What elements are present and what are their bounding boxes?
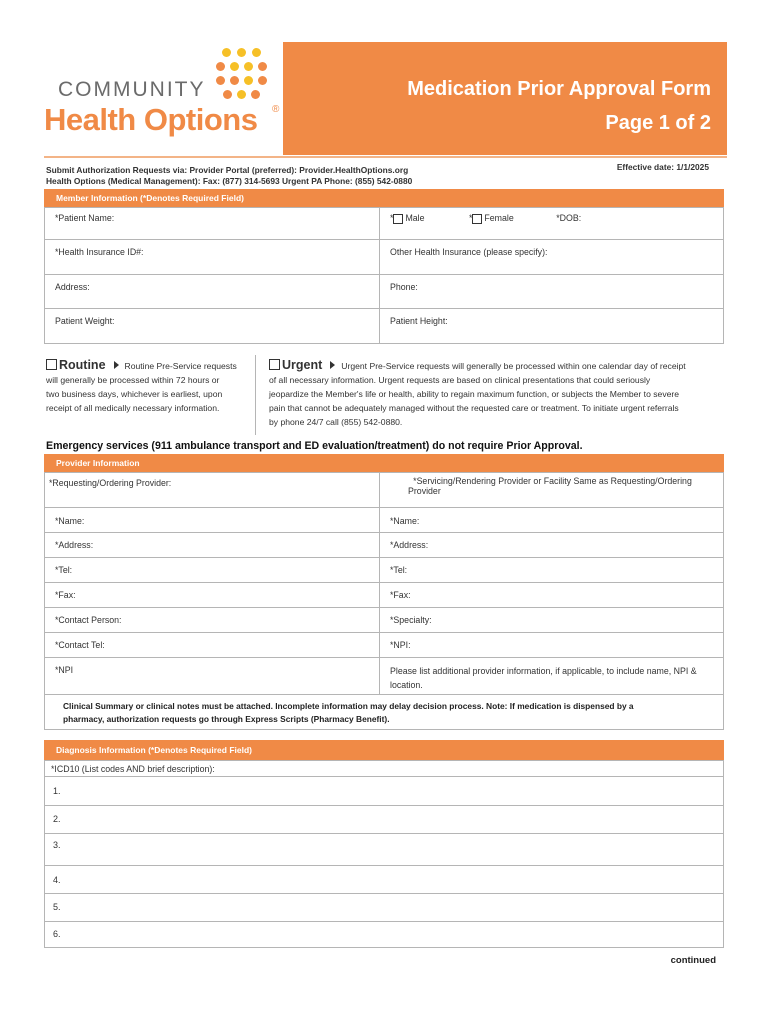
insurance-id-label: *Health Insurance ID#: (55, 247, 144, 257)
field-label: *Fax: (390, 590, 411, 600)
field-label: *Name: (390, 516, 420, 526)
diagnosis-number: 6. (53, 929, 61, 939)
logo-dot (237, 90, 246, 99)
routine-checkbox[interactable] (46, 359, 57, 370)
urgent-lead-text: Urgent Pre-Service requests will generally be processed within one calendar day of receipt (341, 361, 686, 371)
diagnosis-1-field[interactable] (45, 777, 724, 806)
field-label: *NPI: (390, 640, 411, 650)
logo-dot (258, 62, 267, 71)
diagnosis-6-field[interactable] (45, 922, 724, 948)
field-label: *Contact Person: (55, 615, 122, 625)
form-title: Medication Prior Approval Form (407, 78, 711, 100)
logo-dot (244, 62, 253, 71)
routine-text-line: receipt of all medically necessary information. (46, 403, 220, 413)
logo-dot (216, 62, 225, 71)
servicing-npi-field[interactable] (380, 633, 724, 658)
weight-label: Patient Weight: (55, 316, 115, 326)
provider-section-header: Provider Information (44, 454, 724, 472)
icd-heading (45, 761, 724, 777)
logo-dot (251, 90, 260, 99)
diagnosis-section-header: Diagnosis Information (*Denotes Required Field) (44, 740, 724, 760)
diagnosis-4-field[interactable] (45, 866, 724, 894)
field-label: *NPI (55, 665, 74, 675)
urgent-label: Urgent (282, 358, 323, 372)
logo-dot (244, 76, 253, 85)
logo-health-options-text: Health Options (44, 102, 258, 137)
diagnosis-number: 5. (53, 902, 61, 912)
section-divider (255, 355, 256, 435)
urgent-section (269, 358, 724, 429)
note-line: pharmacy, authorization requests go through Express Scripts (Pharmacy Benefit). (63, 714, 390, 724)
patient-name-label: *Patient Name: (55, 213, 115, 223)
additional-provider-info-field[interactable] (380, 658, 724, 695)
logo-dot (223, 90, 232, 99)
diagnosis-number: 3. (53, 840, 61, 850)
routine-lead-text: Routine Pre-Service requests (124, 361, 237, 371)
effective-date: Effective date: 1/1/2025 (616, 162, 709, 172)
company-logo (44, 44, 284, 144)
requesting-contact-person-field[interactable] (45, 608, 380, 633)
urgent-text-line: jeopardize the Member's life or health, ability to regain maximum function, or subjects the Member to severe (269, 389, 680, 399)
field-label: *Tel: (390, 565, 408, 575)
servicing-name-field[interactable] (380, 508, 724, 533)
provider-row (45, 558, 724, 583)
arrow-right-icon (330, 361, 335, 369)
requesting-provider-label: *Requesting/Ordering Provider: (49, 478, 172, 488)
servicing-provider-heading (380, 473, 724, 508)
submission-info (46, 165, 412, 187)
weight-field[interactable] (45, 309, 380, 344)
address-label: Address: (55, 282, 90, 292)
field-label: *Contact Tel: (55, 640, 105, 650)
phone-label: Phone: (390, 282, 418, 292)
insurance-id-field[interactable] (45, 240, 380, 275)
icd-header-row (45, 761, 724, 777)
diagnosis-row (45, 834, 724, 866)
logo-community-text: COMMUNITY (58, 78, 206, 101)
routine-label: Routine (59, 358, 106, 372)
height-field[interactable] (380, 309, 724, 344)
emergency-notice: Emergency services (911 ambulance transport and ED evaluation/treatment) do not require Prior Approval. (46, 440, 583, 452)
provider-row (45, 608, 724, 633)
male-label: Male (405, 213, 425, 223)
urgent-text-line: by phone 24/7 call (855) 542-0880. (269, 417, 403, 427)
icd-label: *ICD10 (List codes AND brief description): (51, 764, 215, 774)
address-field[interactable] (45, 275, 380, 309)
arrow-right-icon (114, 361, 119, 369)
routine-section (46, 358, 251, 415)
male-required-mark: * (390, 213, 394, 223)
requesting-address-field[interactable] (45, 533, 380, 558)
member-row (45, 240, 724, 275)
field-label: *Fax: (55, 590, 76, 600)
logo-dot (252, 48, 261, 57)
female-checkbox[interactable] (472, 214, 482, 224)
field-label: *Tel: (55, 565, 73, 575)
provider-header-row (45, 473, 724, 508)
height-label: Patient Height: (390, 316, 448, 326)
diagnosis-number: 1. (53, 786, 61, 796)
routine-text-line: will generally be processed within 72 hours or (46, 375, 220, 385)
logo-registered-mark: ® (272, 104, 280, 115)
logo-dot (237, 48, 246, 57)
urgent-text-line: of all necessary information. Urgent requests are based on clinical presentations that could seriously (269, 375, 651, 385)
logo-dot (230, 76, 239, 85)
logo-dot (222, 48, 231, 57)
submission-fax-line: Health Options (Medical Management): Fax: (877) 314-5693 Urgent PA Phone: (855) 542-0880 (46, 176, 413, 186)
other-insurance-label: Other Health Insurance (please specify): (390, 247, 548, 257)
page-number: Page 1 of 2 (605, 112, 711, 134)
urgent-text-line: pain that cannot be adequately managed without the requested care or treatment. To initiate urgent referrals (269, 403, 679, 413)
member-row (45, 208, 724, 240)
logo-dot (216, 76, 225, 85)
clinical-summary-note (44, 694, 724, 730)
member-section-header: Member Information (*Denotes Required Field) (44, 189, 724, 207)
female-required-mark: * (468, 213, 473, 223)
provider-row (45, 508, 724, 533)
member-table (44, 207, 724, 344)
field-label: location. (390, 680, 423, 690)
diagnosis-table (44, 760, 724, 948)
header-rule (44, 156, 727, 158)
provider-row (45, 633, 724, 658)
member-row (45, 309, 724, 344)
field-label: *Address: (55, 540, 94, 550)
continued-label: continued (670, 955, 716, 966)
title-banner (283, 42, 727, 155)
requesting-contact-tel-field[interactable] (45, 633, 380, 658)
member-row (45, 275, 724, 309)
other-insurance-field[interactable] (380, 240, 724, 275)
servicing-provider-label: *Servicing/Rendering Provider or Facility Same as Requesting/Ordering (413, 476, 692, 486)
note-line: Clinical Summary or clinical notes must be attached. Incomplete information may delay decision process. Note: If medication is dispensed by a (63, 701, 634, 711)
requesting-fax-field[interactable] (45, 583, 380, 608)
field-label: *Name: (55, 516, 85, 526)
servicing-tel-field[interactable] (380, 558, 724, 583)
diagnosis-row (45, 866, 724, 894)
routine-text-line: two business days, whichever is earliest, upon (46, 389, 223, 399)
requesting-tel-field[interactable] (45, 558, 380, 583)
servicing-address-field[interactable] (380, 533, 724, 558)
male-checkbox[interactable] (393, 214, 403, 224)
phone-field[interactable] (380, 275, 724, 309)
diagnosis-number: 4. (53, 875, 61, 885)
diagnosis-number: 2. (53, 814, 61, 824)
logo-dot (230, 62, 239, 71)
servicing-provider-label: Provider (408, 486, 441, 496)
servicing-specialty-field[interactable] (380, 608, 724, 633)
gender-dob-cell (380, 208, 724, 240)
diagnosis-3-field[interactable] (45, 834, 724, 866)
diagnosis-row (45, 894, 724, 922)
diagnosis-row (45, 806, 724, 834)
provider-row (45, 533, 724, 558)
provider-row (45, 658, 724, 695)
diagnosis-5-field[interactable] (45, 894, 724, 922)
patient-name-field[interactable] (45, 208, 380, 240)
field-label: *Specialty: (390, 615, 432, 625)
servicing-fax-field[interactable] (380, 583, 724, 608)
urgent-checkbox[interactable] (269, 359, 280, 370)
requesting-provider-heading (45, 473, 380, 508)
dob-field[interactable]: *DOB: (556, 213, 582, 223)
submission-portal-line: Submit Authorization Requests via: Provider Portal (preferred): Provider.HealthOptions.org (46, 165, 409, 175)
female-label: Female (484, 213, 514, 223)
diagnosis-row (45, 777, 724, 806)
provider-table (44, 472, 724, 695)
field-label: Please list additional provider information, if applicable, to include name, NPI & (390, 666, 697, 676)
diagnosis-row (45, 922, 724, 948)
diagnosis-2-field[interactable] (45, 806, 724, 834)
logo-dot (258, 76, 267, 85)
requesting-name-field[interactable] (45, 508, 380, 533)
provider-row (45, 583, 724, 608)
field-label: *Address: (390, 540, 429, 550)
requesting-npi-field[interactable] (45, 658, 380, 695)
